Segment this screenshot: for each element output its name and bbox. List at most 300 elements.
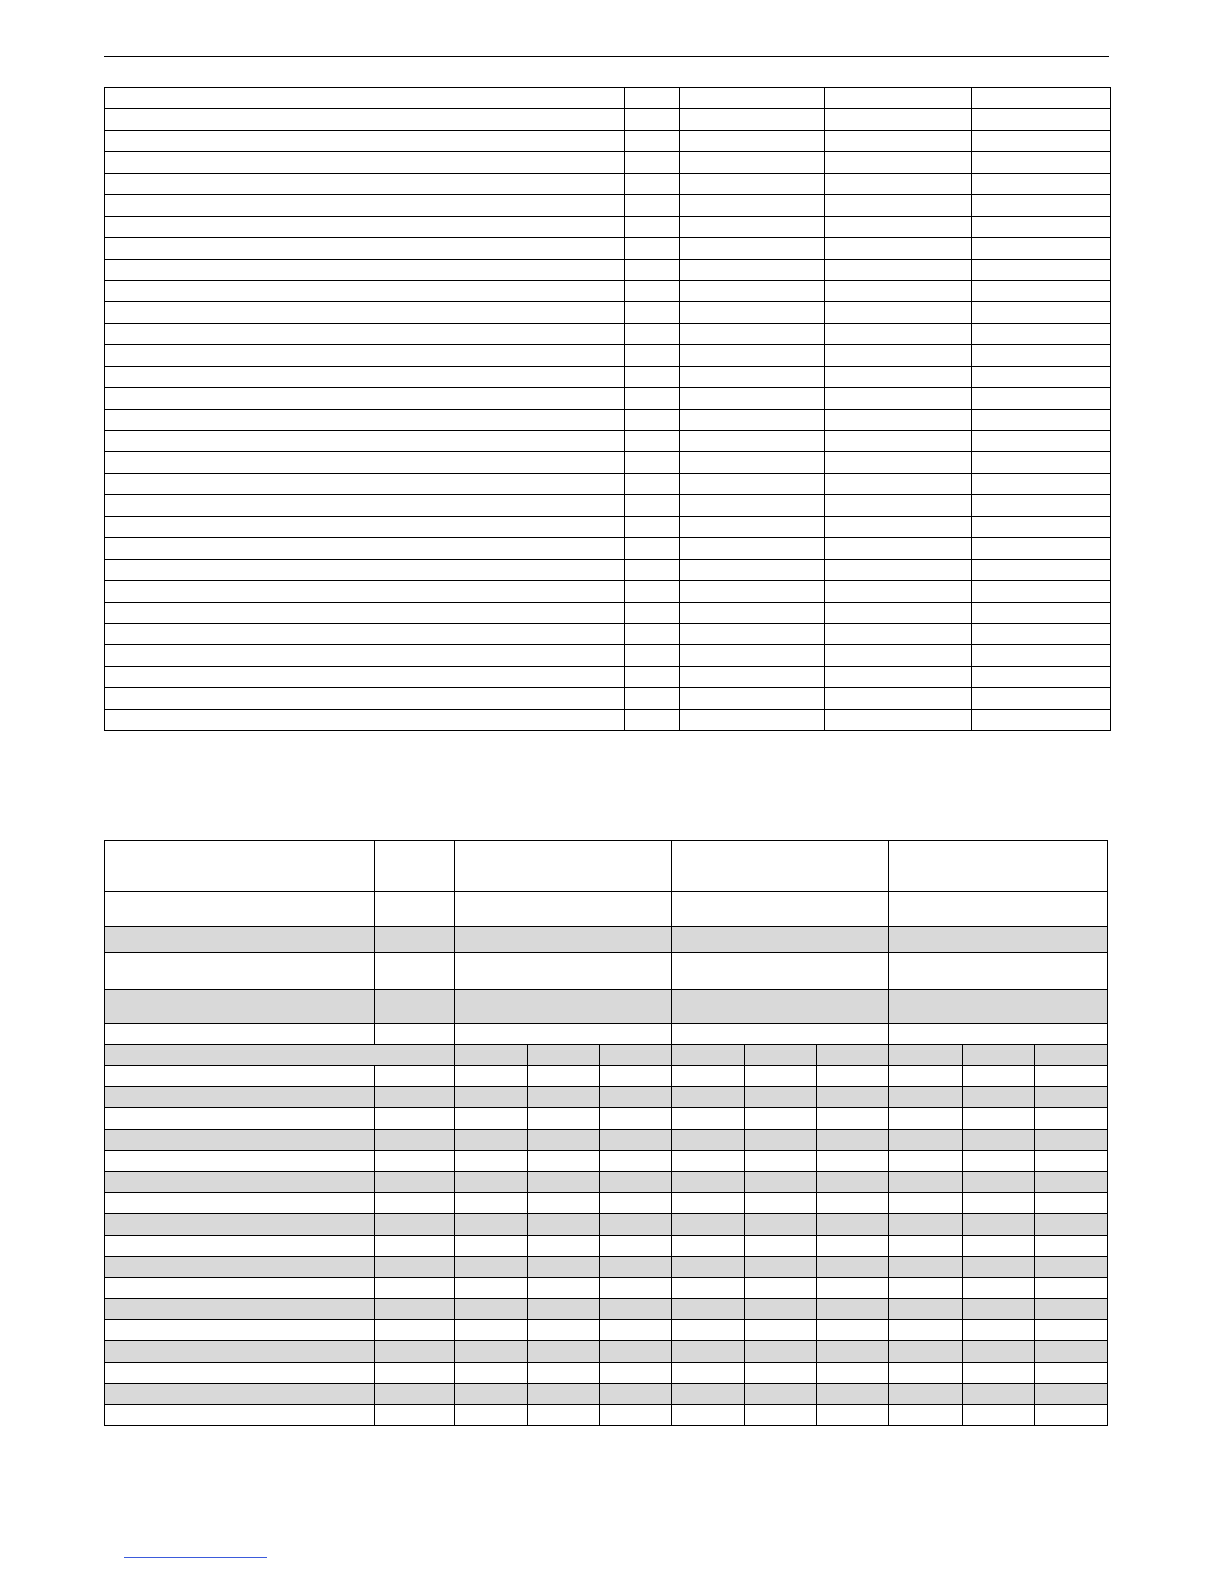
table-cell <box>374 1256 454 1277</box>
table-cell <box>745 1320 817 1341</box>
table-cell <box>972 130 1111 151</box>
table-cell <box>672 1087 745 1108</box>
table-cell <box>105 538 625 559</box>
table-cell <box>625 216 680 237</box>
subheader-cell <box>672 1045 745 1066</box>
table-cell <box>454 1108 527 1129</box>
table-cell <box>625 581 680 602</box>
table-row <box>105 1299 1108 1320</box>
header-cell <box>374 953 454 990</box>
table-cell <box>825 431 972 452</box>
table-cell <box>889 1383 962 1404</box>
table-cell <box>972 666 1111 687</box>
table-row <box>105 1087 1108 1108</box>
header-cell <box>454 841 671 892</box>
table-cell <box>962 1214 1034 1235</box>
table-row <box>105 109 1111 130</box>
table-cell <box>825 323 972 344</box>
table-cell <box>745 1087 817 1108</box>
table-cell <box>889 1171 962 1192</box>
table-cell <box>454 1405 527 1426</box>
table-cell <box>962 1320 1034 1341</box>
table-cell <box>680 688 825 709</box>
table-cell <box>625 259 680 280</box>
table-row <box>105 1108 1108 1129</box>
table-row <box>105 88 1111 109</box>
table-cell <box>745 1299 817 1320</box>
table-cell <box>374 1383 454 1404</box>
table-cell <box>1034 1405 1107 1426</box>
table-cell <box>972 452 1111 473</box>
table-cell <box>1034 1193 1107 1214</box>
table-cell <box>1034 1214 1107 1235</box>
table-cell <box>972 581 1111 602</box>
table-cell <box>972 495 1111 516</box>
table-cell <box>962 1150 1034 1171</box>
table-cell <box>454 1341 527 1362</box>
table-cell <box>105 623 625 644</box>
table-cell <box>972 280 1111 301</box>
table-cell <box>625 88 680 109</box>
table-cell <box>825 88 972 109</box>
table-cell <box>972 431 1111 452</box>
table-cell <box>105 366 625 387</box>
table-cell <box>972 259 1111 280</box>
table-cell <box>625 666 680 687</box>
table-cell <box>625 195 680 216</box>
table-row <box>105 323 1111 344</box>
table-cell <box>680 602 825 623</box>
table-row <box>105 302 1111 323</box>
table-cell <box>1034 1277 1107 1298</box>
table-cell <box>105 1383 375 1404</box>
table-row <box>105 473 1111 494</box>
table-cell <box>672 1193 745 1214</box>
table-cell <box>817 1087 889 1108</box>
table-cell <box>745 1405 817 1426</box>
table-cell <box>527 1277 599 1298</box>
table-cell <box>105 666 625 687</box>
table-cell <box>527 1320 599 1341</box>
table-cell <box>599 1383 671 1404</box>
subheader-row <box>105 1045 1108 1066</box>
table-cell <box>105 302 625 323</box>
subheader-cell <box>454 1045 527 1066</box>
table-cell <box>374 1362 454 1383</box>
table-cell <box>825 238 972 259</box>
subheader-cell <box>889 1045 962 1066</box>
table-cell <box>817 1129 889 1150</box>
table-cell <box>972 602 1111 623</box>
table-cell <box>962 1087 1034 1108</box>
table-cell <box>105 130 625 151</box>
table-cell <box>454 1171 527 1192</box>
table-cell <box>1034 1341 1107 1362</box>
table-cell <box>680 152 825 173</box>
table-row <box>105 409 1111 430</box>
table-cell <box>972 216 1111 237</box>
table-cell <box>889 1066 962 1087</box>
header-row <box>105 953 1108 990</box>
header-row <box>105 927 1108 953</box>
header-cell <box>454 1024 671 1045</box>
header-cell <box>672 927 889 953</box>
table-cell <box>972 388 1111 409</box>
table-cell <box>527 1171 599 1192</box>
table-cell <box>962 1171 1034 1192</box>
table-cell <box>680 323 825 344</box>
table-row <box>105 1129 1108 1150</box>
table-cell <box>454 1277 527 1298</box>
table-cell <box>527 1405 599 1426</box>
table-cell <box>527 1066 599 1087</box>
table-cell <box>1034 1256 1107 1277</box>
table-cell <box>680 366 825 387</box>
table-cell <box>105 602 625 623</box>
table-cell <box>625 602 680 623</box>
table-cell <box>680 623 825 644</box>
table-cell <box>672 1129 745 1150</box>
table-cell <box>527 1087 599 1108</box>
table-cell <box>889 1256 962 1277</box>
table-cell <box>825 280 972 301</box>
header-cell <box>374 927 454 953</box>
table-cell <box>599 1256 671 1277</box>
table-row <box>105 1341 1108 1362</box>
table-cell <box>745 1214 817 1235</box>
table-cell <box>1034 1362 1107 1383</box>
table-row <box>105 602 1111 623</box>
table-row <box>105 559 1111 580</box>
table-cell <box>680 709 825 730</box>
table-cell <box>825 516 972 537</box>
table-cell <box>680 238 825 259</box>
table-cell <box>105 1405 375 1426</box>
table-cell <box>962 1405 1034 1426</box>
table-cell <box>527 1341 599 1362</box>
table-cell <box>972 709 1111 730</box>
table-cell <box>625 452 680 473</box>
table-cell <box>105 323 625 344</box>
header-cell <box>889 927 1108 953</box>
table-cell <box>825 173 972 194</box>
table-cell <box>625 323 680 344</box>
table-cell <box>745 1235 817 1256</box>
table-cell <box>105 1129 375 1150</box>
table-cell <box>825 688 972 709</box>
table-cell <box>972 409 1111 430</box>
table-row <box>105 538 1111 559</box>
table-row <box>105 431 1111 452</box>
table-cell <box>374 1193 454 1214</box>
table-cell <box>972 323 1111 344</box>
header-cell <box>889 1024 1108 1045</box>
table-cell <box>105 1362 375 1383</box>
table-cell <box>680 173 825 194</box>
table-cell <box>817 1108 889 1129</box>
table-cell <box>680 345 825 366</box>
table-cell <box>825 152 972 173</box>
table-cell <box>972 88 1111 109</box>
table-cell <box>680 495 825 516</box>
table-cell <box>527 1362 599 1383</box>
table-cell <box>105 1277 375 1298</box>
table-row <box>105 173 1111 194</box>
table-cell <box>454 1129 527 1150</box>
table-cell <box>825 130 972 151</box>
table-cell <box>972 173 1111 194</box>
table-cell <box>972 623 1111 644</box>
table-cell <box>672 1383 745 1404</box>
header-cell <box>889 841 1108 892</box>
table-cell <box>672 1108 745 1129</box>
table-cell <box>599 1277 671 1298</box>
table-cell <box>962 1235 1034 1256</box>
bottom-table <box>104 840 1108 1426</box>
table-cell <box>972 345 1111 366</box>
table-cell <box>889 1405 962 1426</box>
subheader-cell <box>962 1045 1034 1066</box>
table-row <box>105 216 1111 237</box>
table-cell <box>962 1129 1034 1150</box>
header-cell <box>374 990 454 1024</box>
table-cell <box>374 1171 454 1192</box>
table-cell <box>962 1108 1034 1129</box>
table-cell <box>1034 1150 1107 1171</box>
table-cell <box>672 1299 745 1320</box>
table-cell <box>105 688 625 709</box>
table-cell <box>105 259 625 280</box>
table-cell <box>105 345 625 366</box>
table-cell <box>962 1277 1034 1298</box>
table-cell <box>680 645 825 666</box>
table-cell <box>972 688 1111 709</box>
table-cell <box>825 452 972 473</box>
table-cell <box>599 1341 671 1362</box>
table-row <box>105 388 1111 409</box>
table-cell <box>599 1299 671 1320</box>
table-cell <box>105 1320 375 1341</box>
table-cell <box>680 559 825 580</box>
table-cell <box>374 1087 454 1108</box>
table-cell <box>680 581 825 602</box>
table-cell <box>825 709 972 730</box>
table-cell <box>680 302 825 323</box>
table-cell <box>374 1214 454 1235</box>
table-cell <box>599 1171 671 1192</box>
table-cell <box>817 1277 889 1298</box>
table-cell <box>105 1299 375 1320</box>
table-cell <box>1034 1171 1107 1192</box>
table-cell <box>889 1150 962 1171</box>
table-cell <box>825 623 972 644</box>
table-cell <box>680 431 825 452</box>
table-cell <box>625 130 680 151</box>
table-cell <box>817 1299 889 1320</box>
table-cell <box>454 1256 527 1277</box>
table-cell <box>825 602 972 623</box>
table-cell <box>625 645 680 666</box>
table-cell <box>105 1256 375 1277</box>
table-row <box>105 1171 1108 1192</box>
table-cell <box>825 581 972 602</box>
table-row <box>105 645 1111 666</box>
table-cell <box>454 1362 527 1383</box>
header-cell <box>105 892 375 927</box>
table-cell <box>889 1214 962 1235</box>
table-cell <box>889 1277 962 1298</box>
table-cell <box>745 1066 817 1087</box>
table-cell <box>972 473 1111 494</box>
header-cell <box>374 892 454 927</box>
table-cell <box>672 1320 745 1341</box>
header-row <box>105 1024 1108 1045</box>
table-cell <box>889 1299 962 1320</box>
header-cell <box>374 841 454 892</box>
table-cell <box>105 388 625 409</box>
table-cell <box>672 1405 745 1426</box>
table-cell <box>680 666 825 687</box>
header-cell <box>105 841 375 892</box>
table-cell <box>680 409 825 430</box>
table-row <box>105 1256 1108 1277</box>
table-cell <box>625 709 680 730</box>
table-cell <box>374 1129 454 1150</box>
table-cell <box>105 409 625 430</box>
table-cell <box>454 1150 527 1171</box>
table-cell <box>889 1129 962 1150</box>
table-cell <box>1034 1129 1107 1150</box>
table-cell <box>817 1214 889 1235</box>
table-cell <box>825 388 972 409</box>
table-cell <box>625 388 680 409</box>
top-table <box>104 87 1111 731</box>
table-cell <box>972 516 1111 537</box>
table-cell <box>680 280 825 301</box>
table-cell <box>825 473 972 494</box>
header-cell <box>454 990 671 1024</box>
table-cell <box>972 152 1111 173</box>
table-row <box>105 280 1111 301</box>
table-cell <box>599 1362 671 1383</box>
table-row <box>105 1320 1108 1341</box>
header-cell <box>105 927 375 953</box>
table-cell <box>625 173 680 194</box>
table-cell <box>105 645 625 666</box>
table-cell <box>672 1277 745 1298</box>
table-cell <box>105 152 625 173</box>
table-cell <box>105 238 625 259</box>
table-cell <box>972 366 1111 387</box>
table-cell <box>625 516 680 537</box>
table-cell <box>680 88 825 109</box>
table-cell <box>454 1066 527 1087</box>
table-row <box>105 666 1111 687</box>
table-cell <box>374 1299 454 1320</box>
table-cell <box>625 431 680 452</box>
table-cell <box>972 109 1111 130</box>
table-cell <box>889 1341 962 1362</box>
table-cell <box>454 1235 527 1256</box>
table-cell <box>625 409 680 430</box>
subheader-cell <box>745 1045 817 1066</box>
table-cell <box>972 645 1111 666</box>
table-cell <box>745 1108 817 1129</box>
table-cell <box>105 1341 375 1362</box>
table-cell <box>105 109 625 130</box>
table-cell <box>105 1087 375 1108</box>
header-cell <box>672 990 889 1024</box>
table-cell <box>680 109 825 130</box>
header-cell <box>889 953 1108 990</box>
table-cell <box>672 1066 745 1087</box>
table-cell <box>105 581 625 602</box>
table-row <box>105 238 1111 259</box>
header-cell <box>454 927 671 953</box>
table-row <box>105 1150 1108 1171</box>
table-cell <box>672 1171 745 1192</box>
table-cell <box>374 1277 454 1298</box>
table-cell <box>817 1066 889 1087</box>
table-cell <box>825 409 972 430</box>
table-cell <box>527 1108 599 1129</box>
table-cell <box>105 559 625 580</box>
table-cell <box>817 1320 889 1341</box>
table-cell <box>105 173 625 194</box>
table-row <box>105 623 1111 644</box>
table-cell <box>454 1087 527 1108</box>
table-cell <box>105 1235 375 1256</box>
table-cell <box>105 216 625 237</box>
table-cell <box>962 1256 1034 1277</box>
table-cell <box>374 1320 454 1341</box>
footer-link-underline[interactable] <box>124 1557 267 1558</box>
table-row <box>105 1383 1108 1404</box>
table-cell <box>105 431 625 452</box>
table-cell <box>817 1171 889 1192</box>
header-cell <box>454 892 671 927</box>
table-cell <box>825 645 972 666</box>
subheader-cell <box>817 1045 889 1066</box>
table-cell <box>825 495 972 516</box>
subheader-label <box>105 1045 455 1066</box>
table-cell <box>680 452 825 473</box>
table-cell <box>374 1405 454 1426</box>
table-cell <box>1034 1320 1107 1341</box>
table-cell <box>374 1341 454 1362</box>
table-cell <box>599 1087 671 1108</box>
table-cell <box>825 302 972 323</box>
table-cell <box>962 1341 1034 1362</box>
table-row <box>105 366 1111 387</box>
table-cell <box>527 1193 599 1214</box>
table-cell <box>825 259 972 280</box>
table-cell <box>105 709 625 730</box>
table-cell <box>680 216 825 237</box>
table-cell <box>972 538 1111 559</box>
table-cell <box>680 473 825 494</box>
header-rule <box>104 56 1109 57</box>
table-cell <box>599 1235 671 1256</box>
header-cell <box>374 1024 454 1045</box>
table-cell <box>972 195 1111 216</box>
table-cell <box>825 216 972 237</box>
table-cell <box>817 1235 889 1256</box>
table-cell <box>105 495 625 516</box>
table-cell <box>599 1193 671 1214</box>
table-cell <box>599 1108 671 1129</box>
table-row <box>105 581 1111 602</box>
